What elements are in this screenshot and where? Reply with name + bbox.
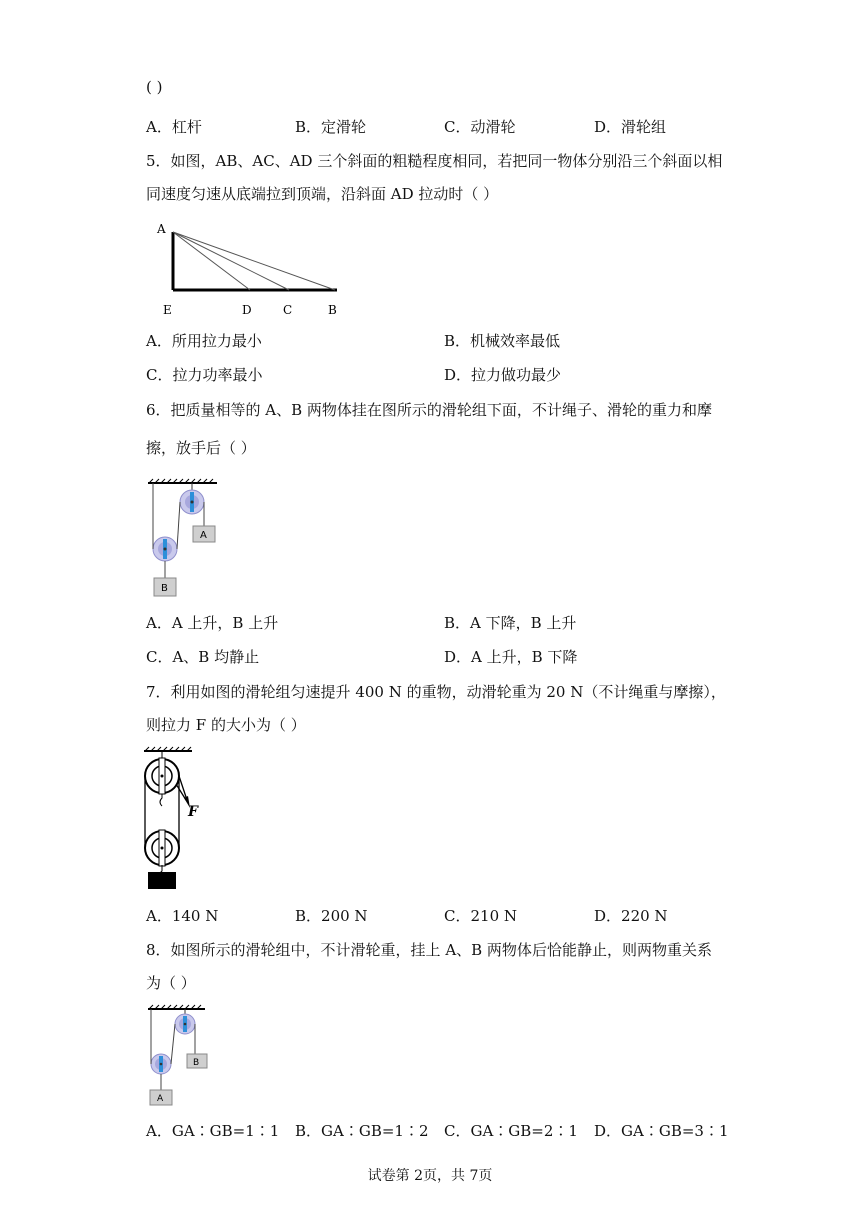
block-a-label: A: [200, 530, 207, 541]
q6-option-b[interactable]: B．A 下降，B 上升: [444, 614, 577, 632]
block-a-label: A: [157, 1094, 164, 1104]
q8-option-d[interactable]: D．GA∶GB=3∶1: [594, 1122, 729, 1140]
label-e: E: [163, 303, 172, 317]
q8-stem-line2: 为（ ）: [146, 974, 196, 992]
q8-option-b[interactable]: B．GA∶GB=1∶2: [295, 1122, 429, 1140]
label-a: A: [157, 222, 166, 236]
q6-option-a[interactable]: A．A 上升，B 上升: [146, 614, 279, 632]
force-f-label: F: [188, 804, 198, 820]
q5-option-b[interactable]: B．机械效率最低: [444, 332, 561, 350]
label-b: B: [328, 303, 337, 317]
label-d: D: [242, 303, 252, 317]
q8-option-c[interactable]: C．GA∶GB=2∶1: [444, 1122, 578, 1140]
q7-option-d[interactable]: D．220 N: [594, 907, 668, 925]
page-footer: 试卷第 2页，共 7页: [367, 1168, 493, 1184]
q7-option-a[interactable]: A．140 N: [146, 907, 219, 925]
q5-stem-line1: 5．如图，AB、AC、AD 三个斜面的粗糙程度相同，若把同一物体分别沿三个斜面以相: [146, 152, 723, 170]
q7-stem-line1: 7．利用如图的滑轮组匀速提升 400 N 的重物，动滑轮重为 20 N（不计绳重与摩擦），: [146, 683, 726, 701]
q8-stem-line1: 8．如图所示的滑轮组中，不计滑轮重，挂上 A、B 两物体后恰能静止，则两物重关系: [146, 941, 712, 959]
q7-stem-line2: 则拉力 F 的大小为（ ）: [146, 716, 306, 734]
q5-option-a[interactable]: A．所用拉力最小: [146, 332, 262, 350]
q4-option-b[interactable]: B．定滑轮: [295, 118, 367, 136]
label-c: C: [283, 303, 293, 317]
q4-option-a[interactable]: A．杠杆: [146, 118, 202, 136]
q6-stem-line2: 擦，放手后（ ）: [146, 439, 256, 457]
pulley-figure-q8: [145, 1004, 215, 1108]
q6-option-d[interactable]: D．A 上升，B 下降: [444, 648, 578, 666]
q7-option-b[interactable]: B．200 N: [295, 907, 368, 925]
block-b-label: B: [193, 1058, 200, 1068]
q5-option-d[interactable]: D．拉力做功最少: [444, 366, 562, 384]
block-b-label: B: [161, 583, 168, 594]
q5-stem-line2: 同速度匀速从底端拉到顶端，沿斜面 AD 拉动时（ ）: [146, 185, 499, 203]
q4-option-c[interactable]: C．动滑轮: [444, 118, 516, 136]
q8-option-a[interactable]: A．GA∶GB=1∶1: [146, 1122, 280, 1140]
pulley-figure-q6: [145, 478, 220, 600]
q7-option-c[interactable]: C．210 N: [444, 907, 518, 925]
q6-stem-line1: 6．把质量相等的 A、B 两物体挂在图所示的滑轮组下面，不计绳子、滑轮的重力和摩: [146, 401, 712, 419]
q4-option-d[interactable]: D．滑轮组: [594, 118, 667, 136]
q6-option-c[interactable]: C．A、B 均静止: [146, 648, 260, 666]
answer-paren: ( ): [146, 78, 163, 96]
pulley-figure-q7: [142, 744, 212, 892]
incline-figure: [155, 220, 355, 320]
q5-option-c[interactable]: C．拉力功率最小: [146, 366, 263, 384]
